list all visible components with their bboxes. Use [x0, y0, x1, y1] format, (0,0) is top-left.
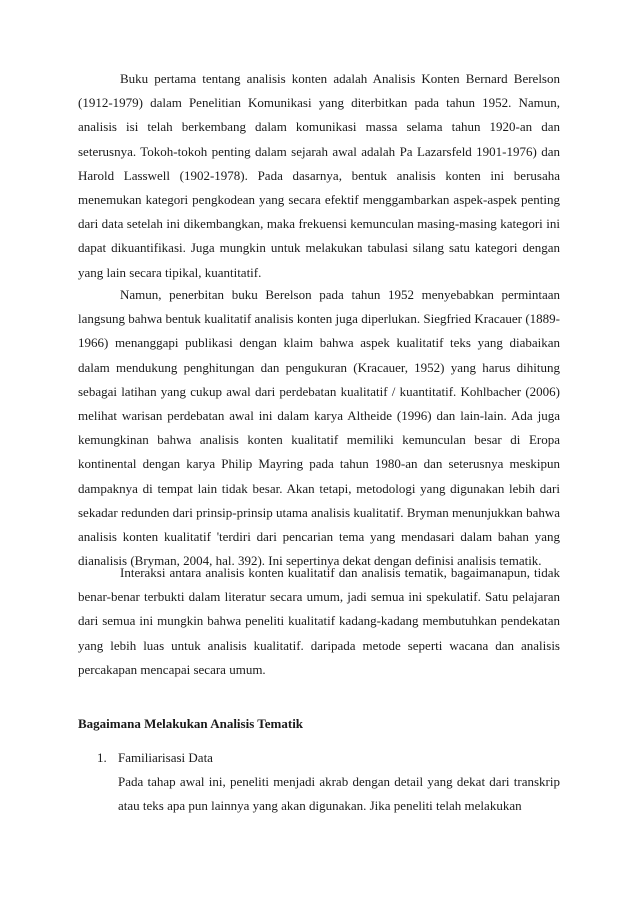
list-item-body: Pada tahap awal ini, peneliti menjadi akrab dengan detail yang dekat dari transkrip atau teks apa pun lainnya yang akan digunakan. Jika peneliti telah melakukan — [118, 774, 560, 814]
paragraph-1: Buku pertama tentang analisis konten adalah Analisis Konten Bernard Berelson (1912-1979) dalam Penelitian Komunikasi yang diterbitkan pada tahun 1952. Namun, analisis isi telah berkembang dalam komunikasi massa selama tahun 1920-an dan seterusnya. Tokoh-tokoh penting dalam sejarah awal adalah Pa Lazarsfeld 1901-1976) dan Harold Lasswell (1902-1978). Pada dasarnya, bentuk analisis konten ini berusaha menemukan kategori pengkodean yang secara efektif menggambarkan aspek-aspek penting dari data setelah ini dikembangkan, maka frekuensi kemunculan masing-masing kategori ini dapat dikuantifikasi. Juga mungkin untuk melakukan tabulasi silang satu kategori dengan yang lain secara tipikal, kuantitatif. — [78, 71, 560, 280]
list-item — [78, 746, 560, 819]
list-item-title: Familiarisasi Data — [118, 750, 213, 765]
list-item-number: 1. — [97, 750, 107, 765]
paragraph-2: Namun, penerbitan buku Berelson pada tahun 1952 menyebabkan permintaan langsung bahwa bentuk kualitatif analisis konten juga diperlukan. Siegfried Kracauer (1889-1966) menanggapi publikasi dengan klaim bahwa aspek kualitatif teks yang diabaikan dalam mendukung penghitungan dan pengukuran (Kracauer, 1952) yang harus dihitung sebagai latihan yang cukup awal dari perdebatan kualitatif / kuantitatif. Kohlbacher (2006) melihat warisan perdebatan awal ini dalam karya Altheide (1996) dan lain-lain. Ada juga kemungkinan bahwa analisis konten kualitatif memiliki kemunculan besar di Eropa kontinental dengan karya Philip Mayring pada tahun 1980-an dan seterusnya meskipun dampaknya di tempat lain tidak besar. Akan tetapi, metodologi yang digunakan lebih dari sekadar redunden dari prinsip-prinsip utama analisis kualitatif. Bryman menunjukkan bahwa analisis konten kualitatif 'terdiri dari pencarian tema yang mendasari dalam bahan yang dianalisis (Bryman, 2004, hal. 392). Ini sepertinya dekat dengan definisi analisis tematik. — [78, 287, 560, 569]
numbered-list — [78, 746, 560, 819]
paragraph-3: Interaksi antara analisis konten kualitatif dan analisis tematik, bagaimanapun, tidak benar-benar terbukti dalam literatur secara umum, jadi semua ini spekulatif. Satu pelajaran dari semua ini mungkin bahwa peneliti kualitatif kadang-kadang membutuhkan pendekatan yang lebih luas untuk analisis kualitatif. daripada metode seperti wacana dan analisis percakapan mencapai secara umum. — [78, 565, 560, 677]
section-heading: Bagaimana Melakukan Analisis Tematik — [78, 716, 304, 731]
